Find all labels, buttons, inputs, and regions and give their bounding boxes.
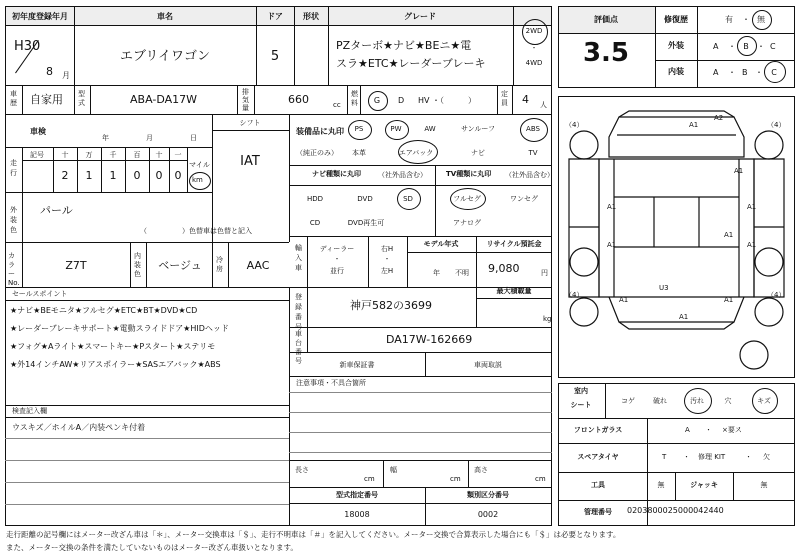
footer-line-1: 走行距離の記号欄にはメーター改ざん車は「＊」、メーター交換車は「＄」、走行不明車は「＃」を記入してください。メーター交換で合算表示した場合にも「＄」は必要となります。 [6,530,621,539]
digit-head: 万 [85,151,93,159]
auction-sheet: 初年度登録年月 車名 ドア 形状 グレード H30 8 月 エブリイワゴン 5 PZターボ★ナビ★BEニ★電 スラ★ETC★レーダーブレーキ 2WD ・ 4WD 車歴 自家用 型式 ABA-DA17W 排気量 660 cc 燃料 G D HV ・（ ） 定員 4 人 車検 年 月 日 シフト IAT 走行 記号 十 万 千 百 十 一 2 1 1 0 0 0 マイル km 外装色 パール （ ）色替車は色替と記入 カラーNo. Z7T 内装色 ベージュ 冷房 AAC 装備品に丸印 （純正のみ） PS PW AW サンルーフ ABS 本革 エアバック ナビ TV ナビ種類に丸印 （社外品含む） HDD DVD SD CD DVD再生可 TV種類に丸印 （社外品含む） フルセグ ワンセグ アナログ 輸入車 ディーラー ・ 並行 右H ・ 左H モデル年式 年 不明 リサイクル預託金 9,080 円 セールスポイント ★ナビ★BEモニタ★フルセグ★ETC★BT★DVD★CD ★レーダーブレーキサポート★電動スライドドア★HIDヘッド ★フォグ★Aライト★スマートキー★Pスタート★ステリモ ★外14インチAW★リアスポイラー★SASエアバック★ABS 検査記入欄 ウスキズ／ホイルA／内装ペンキ付着 登録番号 神戸582の3699 最大積載量 kg 車台番号 DA17W-162669 新車保証書 車両取説 注意事項・不具合箇所 長さ cm 幅 cm 高さ cm 型式指定番号 18008 類別区分番号 0002 評価点 3.5 修復歴 有 ・ 無 外装 A ・ B ・ C 内装 A ・ B ・ C A2 A1 A1 A1 A1 A1 A1 A1 U3 A1 A1 A1 （4） （4） （4） （4） 室内 シート コゲ 破れ 汚れ 穴 キズ フロントガラス A ・ ×要ス スペアタイヤ T ・ 修理 KIT ・ 欠 工具 無 ジャッキ 無 管理番号 0203800025000042440 走行距離の記号欄にはメーター改ざん車は「＊」、メーター交換車は「＄」、走行不明車は「＃」を記入してください。メーター交換で合算表示した場合にも「＄」は必要となります。 また、メーター交換の条件を満たしていないものはメーター改ざん車扱いとなります。 [0,0,800,557]
disp-value: 660 [288,93,309,106]
mark-a1: A1 [724,296,734,304]
type-num-value: 18008 [344,510,370,519]
import-parallel: 並行 [330,267,344,275]
ac-label: 冷房 [216,256,223,273]
tools-label: 工具 [591,481,605,489]
height-label: 高さ [474,466,488,474]
mileage-digit: 0 [174,169,182,182]
ac-value: AAC [246,259,270,272]
model-label: 型式 [78,90,85,107]
mark-a1: A1 [747,241,757,249]
disp-unit: cc [333,101,341,109]
type-num-label: 型式指定番号 [336,491,378,499]
dot: ・ [757,42,765,51]
jack-value: 無 [760,481,768,489]
glass-x: ×要ス [722,426,742,434]
side-4: （4） [565,121,584,129]
repair-label: 修復歴 [664,15,688,24]
tv-item: フルセグ [453,195,481,203]
inspector-text: ウスキズ／ホイルA／内装ペンキ付着 [12,423,146,432]
management-value: 0203800025000042440 [627,506,724,515]
insp-year: 年 [102,134,109,142]
mark-u3: U3 [659,284,669,292]
mark-a1: A1 [607,241,617,249]
sales-label: セールスポイント [12,290,68,298]
reg-year-value: H30 [14,39,41,54]
sheet-item: 穴 [724,397,732,405]
equip-item: PS [354,125,364,133]
footer-line-2: また、メーター交換の条件を満たしていないものはメーター改ざん車扱いとなります。 [6,543,298,552]
import-label: 輸入車 [295,244,302,272]
length-unit: cm [364,475,375,483]
grade-label: グレード [404,12,436,21]
side-4: （4） [767,291,786,299]
sheet-item: 破れ [653,397,667,405]
inspection-label: 車検 [30,127,46,136]
mark-a1: A1 [619,296,629,304]
mark-a1: A1 [734,167,744,175]
equip-item: AW [424,125,436,133]
mark-a1: A1 [607,203,617,211]
side-4: （4） [767,121,786,129]
digit-head: 記号 [30,151,44,159]
capacity-value: 4 [522,93,529,106]
height-unit: cm [535,475,546,483]
digit-head: 一 [174,151,182,159]
equip-item: エアバック [398,149,434,157]
fuel-g: G [373,96,381,105]
recycle-label: リサイクル預託金 [486,240,542,248]
width-label: 幅 [390,466,397,474]
class-num-value: 0002 [477,510,499,519]
use-value: 自家用 [30,93,63,106]
tv-item: ワンセグ [510,195,538,203]
import-dealer: ディーラー [319,245,355,253]
interior-b: B [742,68,748,77]
capacity-label: 定員 [501,90,508,107]
month-unit: 月 [62,71,70,80]
max-load-unit: kg [543,315,552,323]
spare-none: 欠 [763,453,770,461]
width-unit: cm [450,475,461,483]
fuel-d: D [398,96,405,105]
digit-head: 十 [61,151,69,159]
model-value: ABA-DA17W [130,93,197,106]
interior-sheet-label: 室内 [574,387,588,395]
navi-item: HDD [306,195,324,203]
sales-line-4: ★外14インチAW★リアスポイラー★SASエアバック★ABS [10,360,221,369]
use-label: 車歴 [10,90,17,107]
insp-day: 日 [190,134,197,142]
sales-line-3: ★フォグ★Aライト★スマートキー★Pスタート★ステリモ [10,342,216,351]
equip-item: サンルーフ [460,125,496,133]
recycle-yen: 円 [541,269,548,277]
navi-item: DVD [357,195,373,203]
model-year-unit: 年 [433,269,440,277]
color-code-label: カラーNo. [8,252,20,287]
exterior-c: C [770,42,776,51]
mile-label: マイル [189,161,210,169]
notes-label: 注意事項・不具合箇所 [296,379,366,387]
door-value: 5 [270,49,280,64]
spare-kit: 修理 KIT [698,453,726,461]
shift-label: シフト [239,119,261,127]
registration-label: 登録番号 [295,293,302,331]
equip-item: ナビ [471,149,485,157]
car-damage-diagram [559,97,794,377]
grade-line-2: スラ★ETC★レーダーブレーキ [336,57,486,70]
color-value: パール [40,204,73,217]
main-form-frame [5,6,552,526]
equip-item: 本革 [352,149,366,157]
equip-item: TV [528,149,538,157]
grade-line-1: PZターボ★ナビ★BEニ★電 [336,39,472,52]
int-color-value: ベージュ [158,259,202,272]
mileage-digit: 2 [61,169,69,182]
door-label: ドア [267,12,283,21]
glass-a: A [685,426,690,434]
mileage-digit: 1 [85,169,93,182]
mark-a1: A1 [689,121,699,129]
car-name-label: 車名 [157,12,173,21]
fuel-paren: ・（ ） [432,96,476,105]
management-label: 管理番号 [584,508,612,516]
shape-label: 形状 [303,12,319,21]
color-note: （ ）色替車は色替と記入 [140,227,252,235]
color-label: 外装色 [10,206,17,234]
navi-item: SD [403,195,413,203]
model-year-label: モデル年式 [423,240,459,248]
class-num-label: 類別区分番号 [467,491,509,499]
sheet-item: 汚れ [690,397,704,405]
shift-value: IAT [240,154,260,169]
mark-a1: A1 [679,313,689,321]
score-label: 評価点 [594,15,618,24]
dot: ・ [728,42,736,51]
length-label: 長さ [295,466,309,474]
sheet-item: キズ [757,397,771,405]
spare-label: スペアタイヤ [577,453,619,461]
spare-t: T [662,453,667,461]
reg-year-label: 初年度登録年月 [12,12,68,21]
tv-item: アナログ [453,219,481,227]
interior-a: A [713,68,719,77]
side-4: （4） [565,291,584,299]
sheet-item: コゲ [621,397,635,405]
equip-item: PW [390,125,402,133]
mark-a1: A1 [724,231,734,239]
navi-item: DVD再生可 [347,219,385,227]
equip-item: ABS [526,125,540,133]
disp-label: 排気量 [242,88,249,112]
tools-value: 無 [657,481,665,489]
chassis-label: 車台番号 [295,330,302,365]
import-left-h: 左H [380,267,394,275]
glass-label: フロントガラス [573,426,623,434]
insp-month: 月 [146,134,153,142]
import-right-h: 右H [380,245,394,253]
max-load-label: 最大積載量 [496,287,532,295]
recycle-value: 9,080 [488,262,520,275]
registration-value: 神戸582の3699 [350,299,432,312]
jack-label: ジャッキ [690,481,718,489]
tv-label: TV種類に丸印 [446,170,492,178]
dot: ・ [755,68,763,77]
chassis-value: DA17W-162669 [386,333,473,346]
digit-head: 百 [133,151,141,159]
navi-item: CD [309,219,321,227]
navi-label: ナビ種類に丸印 [312,170,361,178]
repair-yes: 有 [725,15,733,24]
digit-head: 十 [155,151,163,159]
fuel-label: 燃料 [351,90,358,107]
digit-head: 千 [109,151,117,159]
equip-label: 装備品に丸印 [296,127,344,136]
drive-2wd: 2WD [525,27,543,35]
sales-line-2: ★レーダーブレーキサポート★電動スライドドア★HIDヘッド [10,324,229,333]
exterior-b: B [743,42,749,51]
mark-a2: A2 [714,114,724,122]
car-name-value: エブリイワゴン [119,49,211,64]
repair-no: 無 [757,15,765,24]
interior-label: 内装 [668,67,684,76]
equip-sub: （純正のみ） [296,149,338,157]
model-year-unknown: 不明 [455,269,469,277]
sales-line-1: ★ナビ★BEモニタ★フルセグ★ETC★BT★DVD★CD [10,306,198,315]
fuel-hv: HV [418,96,430,105]
inspector-label: 検査記入欄 [12,407,47,415]
mark-a1: A1 [747,203,757,211]
new-car-warranty: 新車保証書 [339,361,375,369]
exterior-label: 外装 [668,41,684,50]
capacity-unit: 人 [540,101,547,109]
score-value: 3.5 [582,38,630,68]
vehicle-manual: 車両取説 [474,361,502,369]
exterior-a: A [713,42,719,51]
mileage-digit: 0 [133,169,141,182]
interior-c: C [771,68,777,77]
int-color-label: 内装色 [134,252,141,278]
reg-month-value: 8 [46,65,53,78]
color-code-value: Z7T [65,259,87,272]
navi-sub: （社外品含む） [378,171,427,179]
tv-sub: （社外品含む） [505,171,554,179]
km-label: km [192,176,203,184]
interior-sheet-label-2: シート [570,401,592,409]
mileage-digit: 0 [155,169,163,182]
mileage-label: 走行 [10,159,17,177]
mileage-digit: 1 [109,169,117,182]
drive-4wd: 4WD [525,59,543,67]
dot: ・ [728,68,736,77]
